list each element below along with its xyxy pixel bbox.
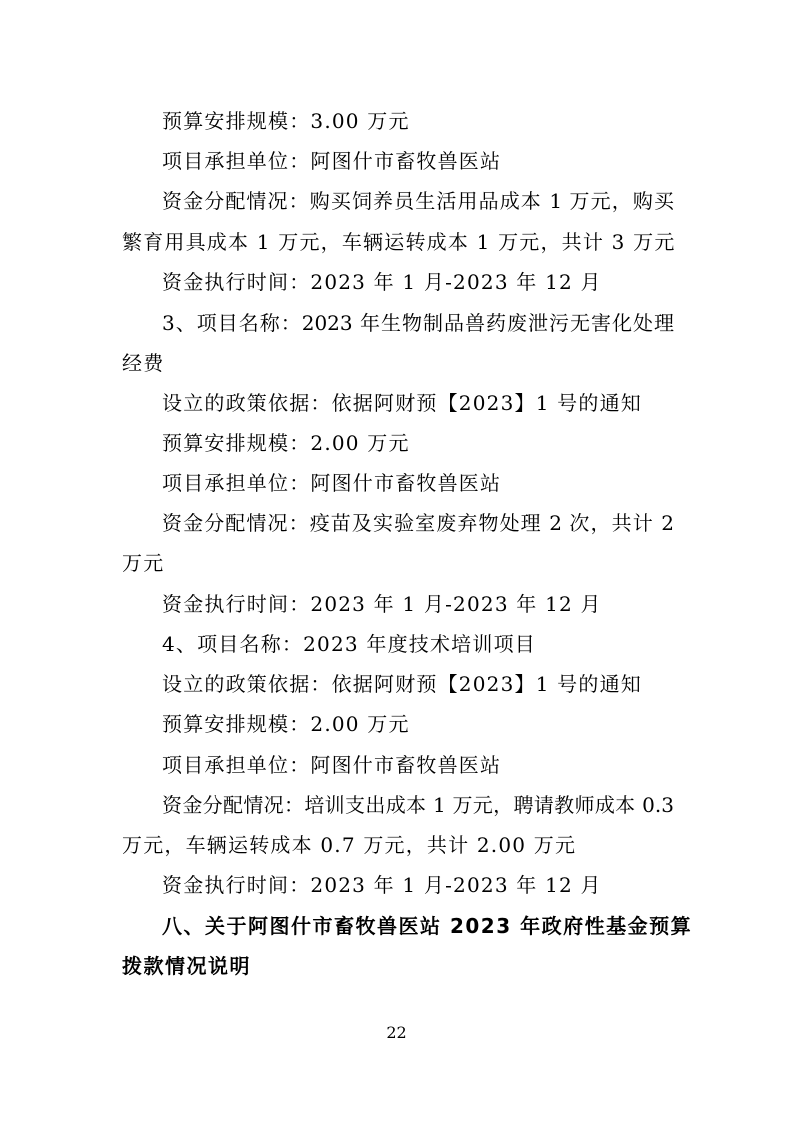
undertaking-unit-line: 项目承担单位：阿图什市畜牧兽医站 bbox=[162, 149, 502, 173]
project-3-name-continued-line: 经费 bbox=[122, 351, 165, 375]
fund-allocation-continued-line: 万元，车辆运转成本 0.7 万元，共计 2.00 万元 bbox=[122, 833, 577, 857]
policy-basis-line: 设立的政策依据：依据阿财预【2023】1 号的通知 bbox=[162, 391, 642, 415]
fund-allocation-continued-line: 万元 bbox=[122, 551, 165, 575]
section-heading-continued: 拨款情况说明 bbox=[122, 954, 251, 978]
section-heading: 八、关于阿图什市畜牧兽医站 2023 年政府性基金预算 bbox=[162, 914, 693, 938]
budget-scale-line: 预算安排规模：2.00 万元 bbox=[162, 712, 410, 736]
fund-allocation-line: 资金分配情况：培训支出成本 1 万元，聘请教师成本 0.3 bbox=[162, 793, 674, 817]
execution-time-line: 资金执行时间：2023 年 1 月-2023 年 12 月 bbox=[162, 873, 602, 897]
undertaking-unit-line: 项目承担单位：阿图什市畜牧兽医站 bbox=[162, 753, 502, 777]
project-3-name-line: 3、项目名称：2023 年生物制品兽药废泄污无害化处理 bbox=[162, 311, 674, 335]
execution-time-line: 资金执行时间：2023 年 1 月-2023 年 12 月 bbox=[162, 592, 602, 616]
project-4-name-line: 4、项目名称：2023 年度技术培训项目 bbox=[162, 632, 536, 656]
undertaking-unit-line: 项目承担单位：阿图什市畜牧兽医站 bbox=[162, 471, 502, 495]
budget-scale-line: 预算安排规模：2.00 万元 bbox=[162, 431, 410, 455]
budget-scale-line: 预算安排规模：3.00 万元 bbox=[162, 109, 410, 133]
fund-allocation-continued-line: 繁育用具成本 1 万元，车辆运转成本 1 万元，共计 3 万元 bbox=[122, 230, 676, 254]
page-number: 22 bbox=[386, 1023, 407, 1042]
execution-time-line: 资金执行时间：2023 年 1 月-2023 年 12 月 bbox=[162, 270, 602, 294]
fund-allocation-line: 资金分配情况：购买饲养员生活用品成本 1 万元，购买 bbox=[162, 189, 674, 213]
fund-allocation-line: 资金分配情况：疫苗及实验室废弃物处理 2 次，共计 2 bbox=[162, 511, 674, 535]
policy-basis-line: 设立的政策依据：依据阿财预【2023】1 号的通知 bbox=[162, 672, 642, 696]
